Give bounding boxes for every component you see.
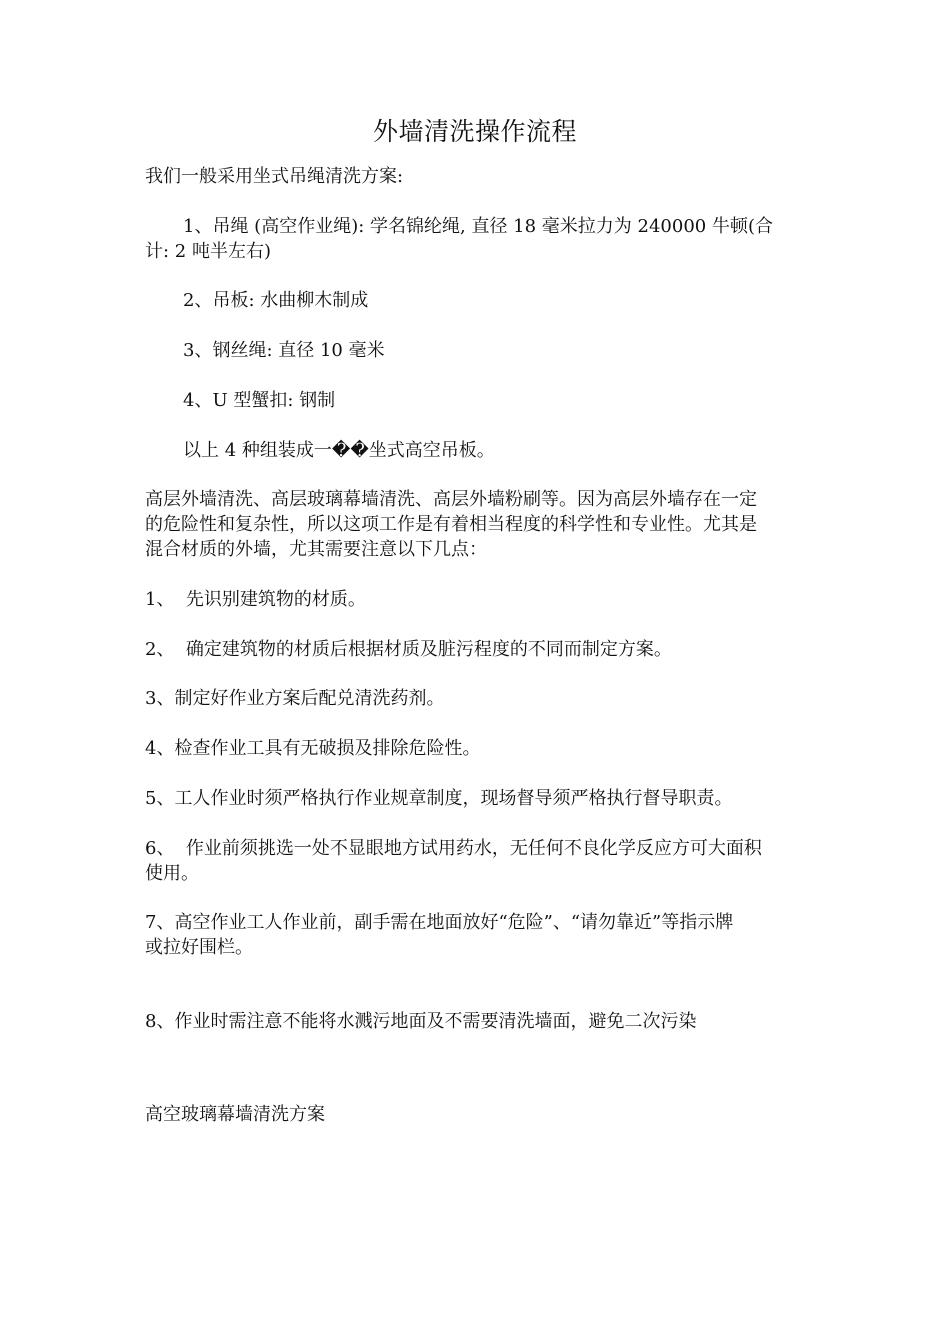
step-item: 1、 先识别建筑物的材质。 <box>145 589 366 610</box>
step-item: 2、 确定建筑物的材质后根据材质及脏污程度的不同而制定方案。 <box>145 639 672 660</box>
step-item-continued: 使用。 <box>145 863 199 884</box>
section-heading: 高空玻璃幕墙清洗方案 <box>145 1104 325 1125</box>
paragraph-line: 高层外墙清洗、高层玻璃幕墙清洗、高层外墙粉刷等。因为高层外墙存在一定 <box>145 489 757 510</box>
page-title: 外墙清洗操作流程 <box>372 117 577 146</box>
step-item: 7、高空作业工人作业前，副手需在地面放好“危险”、“请勿靠近”等指示牌 <box>145 912 734 933</box>
step-item: 3、制定好作业方案后配兑清洗药剂。 <box>145 688 445 709</box>
equipment-item-wire: 3、钢丝绳: 直径 10 毫米 <box>183 340 385 361</box>
step-item: 8、作业时需注意不能将水溅污地面及不需要清洗墙面，避免二次污染 <box>145 1011 697 1032</box>
paragraph-line: 的危险性和复杂性，所以这项工作是有着相当程度的科学性和专业性。尤其是 <box>145 514 757 535</box>
step-item: 6、 作业前须挑选一处不显眼地方试用药水，无任何不良化学反应方可大面积 <box>145 838 762 859</box>
equipment-summary: 以上 4 种组装成一��坐式高空吊板。 <box>183 440 495 461</box>
equipment-item-rope-continued: 计: 2 吨半左右) <box>145 241 271 262</box>
paragraph-line: 混合材质的外墙，尤其需要注意以下几点： <box>145 539 487 560</box>
equipment-item-rope: 1、吊绳 (高空作业绳): 学名锦纶绳, 直径 18 毫米拉力为 240000 牛顿(合 <box>183 216 773 237</box>
step-item: 5、工人作业时须严格执行作业规章制度，现场督导须严格执行督导职责。 <box>145 788 733 809</box>
intro-text: 我们一般采用坐式吊绳清洗方案: <box>145 166 404 187</box>
equipment-item-clip: 4、U 型蟹扣: 钢制 <box>183 390 336 411</box>
step-item: 4、检查作业工具有无破损及排除危险性。 <box>145 738 481 759</box>
equipment-item-board: 2、吊板: 水曲柳木制成 <box>183 290 369 311</box>
step-item-continued: 或拉好围栏。 <box>145 937 253 958</box>
